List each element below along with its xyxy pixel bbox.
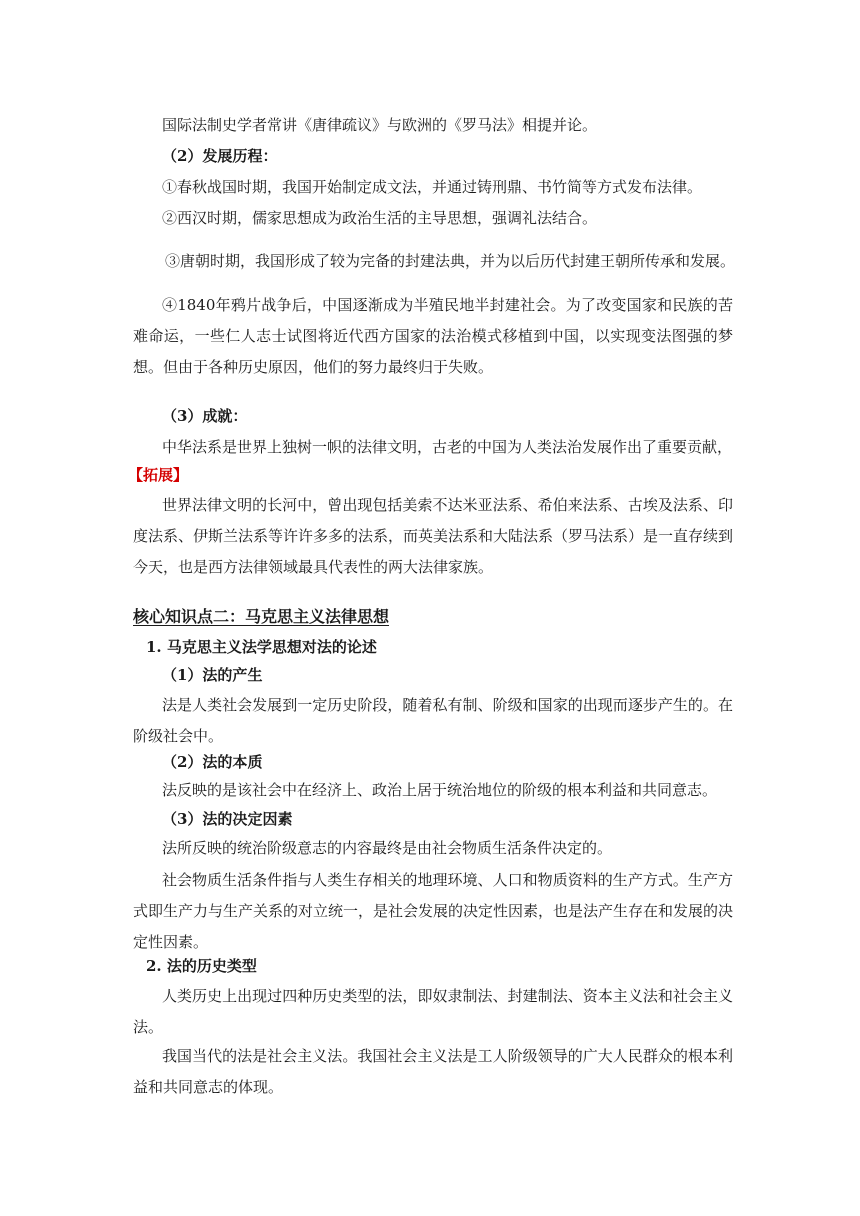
paragraph-roman-law: 国际法制史学者常讲《唐律疏议》与欧洲的《罗马法》相提并论。 xyxy=(162,116,598,134)
expand-label: 【拓展】 xyxy=(128,466,189,484)
paragraph-socialist-law: 我国当代的法是社会主义法。我国社会主义法是工人阶级领导的广大人民群众的根本利益和共同意志的体现。 xyxy=(133,1047,733,1096)
paragraph-development-1: ①春秋战国时期，我国开始制定成文法，并通过铸刑鼎、书竹简等方式发布法律。 xyxy=(162,178,703,196)
paragraph-determinant-2: 社会物质生活条件指与人类生存相关的地理环境、人口和物质资料的生产方式。生产方式即生产力与生产关系的对立统一，是社会发展的决定性因素，也是法产生存在和发展的决定性因素。 xyxy=(133,871,734,951)
subsection-1c-title: （3）法的决定因素 xyxy=(162,810,293,828)
subsection-1-title: 1. 马克思主义法学思想对法的论述 xyxy=(146,638,377,656)
subsection-1a-title: （1）法的产生 xyxy=(162,666,263,684)
paragraph-nature-of-law: 法反映的是该社会中在经济上、政治上居于统治地位的阶级的根本利益和共同意志。 xyxy=(162,781,718,799)
paragraph-achievement: 中华法系是世界上独树一帜的法律文明，古老的中国为人类法治发展作出了重要贡献， xyxy=(162,438,733,456)
paragraph-expand: 世界法律文明的长河中，曾出现包括美索不达米亚法系、希伯来法系、古埃及法系、印度法系、伊斯兰法系等许许多多的法系，而英美法系和大陆法系（罗马法系）是一直存续到今天，也是西方法律领域最具代表性的两大法律家族。 xyxy=(133,496,734,576)
section-title-development: （2）发展历程： xyxy=(162,147,278,165)
paragraph-development-2: ②西汉时期，儒家思想成为政治生活的主导思想，强调礼法结合。 xyxy=(162,209,598,227)
subsection-2-title: 2. 法的历史类型 xyxy=(146,957,257,975)
subsection-1b-title: （2）法的本质 xyxy=(162,753,263,771)
core-heading-2: 核心知识点二：马克思主义法律思想 xyxy=(133,607,390,626)
paragraph-development-3: ③唐朝时期，我国形成了较为完备的封建法典，并为以后历代封建王朝所传承和发展。 xyxy=(165,252,736,270)
paragraph-determinant-1: 法所反映的统治阶级意志的内容最终是由社会物质生活条件决定的。 xyxy=(162,839,613,857)
paragraph-development-4: ④1840年鸦片战争后，中国逐渐成为半殖民地半封建社会。为了改变国家和民族的苦难命运，一些仁人志士试图将近代西方国家的法治模式移植到中国，以实现变法图强的梦想。但由于各种历史原因，他们的努力最终归于失败。 xyxy=(133,296,733,376)
paragraph-origin-of-law: 法是人类社会发展到一定历史阶段，随着私有制、阶级和国家的出现而逐步产生的。在阶级社会中。 xyxy=(133,696,733,745)
paragraph-historical-types: 人类历史上出现过四种历史类型的法，即奴隶制法、封建制法、资本主义法和社会主义法。 xyxy=(133,987,733,1036)
section-title-achievement: （3）成就： xyxy=(162,407,248,425)
